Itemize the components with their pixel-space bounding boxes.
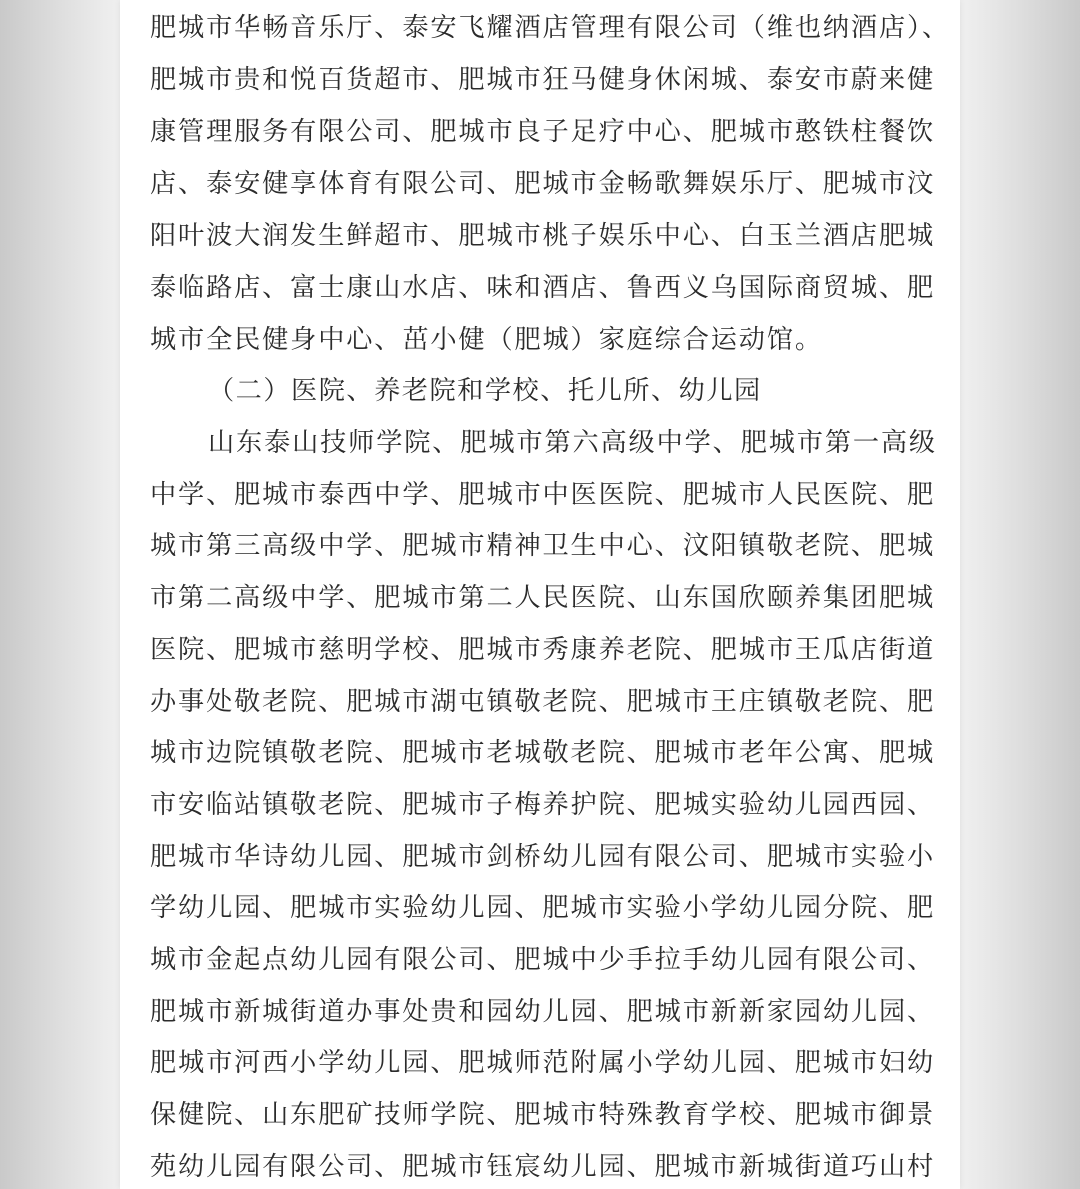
text-line: 肥城市新城街道办事处贵和园幼儿园、肥城市新新家园幼儿园、 xyxy=(150,997,936,1027)
text-line: 山东泰山技师学院、肥城市第六高级中学、肥城市第一高级 xyxy=(208,428,937,458)
text-line: 肥城市华诗幼儿园、肥城市剑桥幼儿园有限公司、肥城市实验小 xyxy=(150,842,936,872)
text-line: 阳叶波大润发生鲜超市、肥城市桃子娱乐中心、白玉兰酒店肥城 xyxy=(150,221,936,251)
text-line: 店、泰安健享体育有限公司、肥城市金畅歌舞娱乐厅、肥城市汶 xyxy=(150,169,936,199)
text-line: 市第二高级中学、肥城市第二人民医院、山东国欣颐养集团肥城 xyxy=(150,583,936,613)
text-line: 肥城市贵和悦百货超市、肥城市狂马健身休闲城、泰安市蔚来健 xyxy=(150,65,936,95)
text-line: 保健院、山东肥矿技师学院、肥城市特殊教育学校、肥城市御景 xyxy=(150,1100,936,1130)
section-heading: （二）医院、养老院和学校、托儿所、幼儿园 xyxy=(208,376,762,406)
text-line: 城市全民健身中心、茁小健（肥城）家庭综合运动馆。 xyxy=(150,325,823,355)
text-line: 肥城市河西小学幼儿园、肥城师范附属小学幼儿园、肥城市妇幼 xyxy=(150,1048,936,1078)
text-line: 城市金起点幼儿园有限公司、肥城中少手拉手幼儿园有限公司、 xyxy=(150,945,936,975)
text-line: 学幼儿园、肥城市实验幼儿园、肥城市实验小学幼儿园分院、肥 xyxy=(150,893,936,923)
text-line: 办事处敬老院、肥城市湖屯镇敬老院、肥城市王庄镇敬老院、肥 xyxy=(150,687,936,717)
text-line: 中学、肥城市泰西中学、肥城市中医医院、肥城市人民医院、肥 xyxy=(150,480,936,510)
text-line: 肥城市华畅音乐厅、泰安飞耀酒店管理有限公司（维也纳酒店）、 xyxy=(150,13,950,43)
text-line: 城市第三高级中学、肥城市精神卫生中心、汶阳镇敬老院、肥城 xyxy=(150,531,936,561)
text-line: 康管理服务有限公司、肥城市良子足疗中心、肥城市憨铁柱餐饮 xyxy=(150,117,936,147)
text-line: 城市边院镇敬老院、肥城市老城敬老院、肥城市老年公寓、肥城 xyxy=(150,738,936,768)
text-line: 泰临路店、富士康山水店、味和酒店、鲁西义乌国际商贸城、肥 xyxy=(150,273,936,303)
text-line: 市安临站镇敬老院、肥城市子梅养护院、肥城实验幼儿园西园、 xyxy=(150,790,936,820)
text-line: 苑幼儿园有限公司、肥城市钰宸幼儿园、肥城市新城街道巧山村 xyxy=(150,1152,936,1182)
text-line: 医院、肥城市慈明学校、肥城市秀康养老院、肥城市王瓜店街道 xyxy=(150,635,936,665)
